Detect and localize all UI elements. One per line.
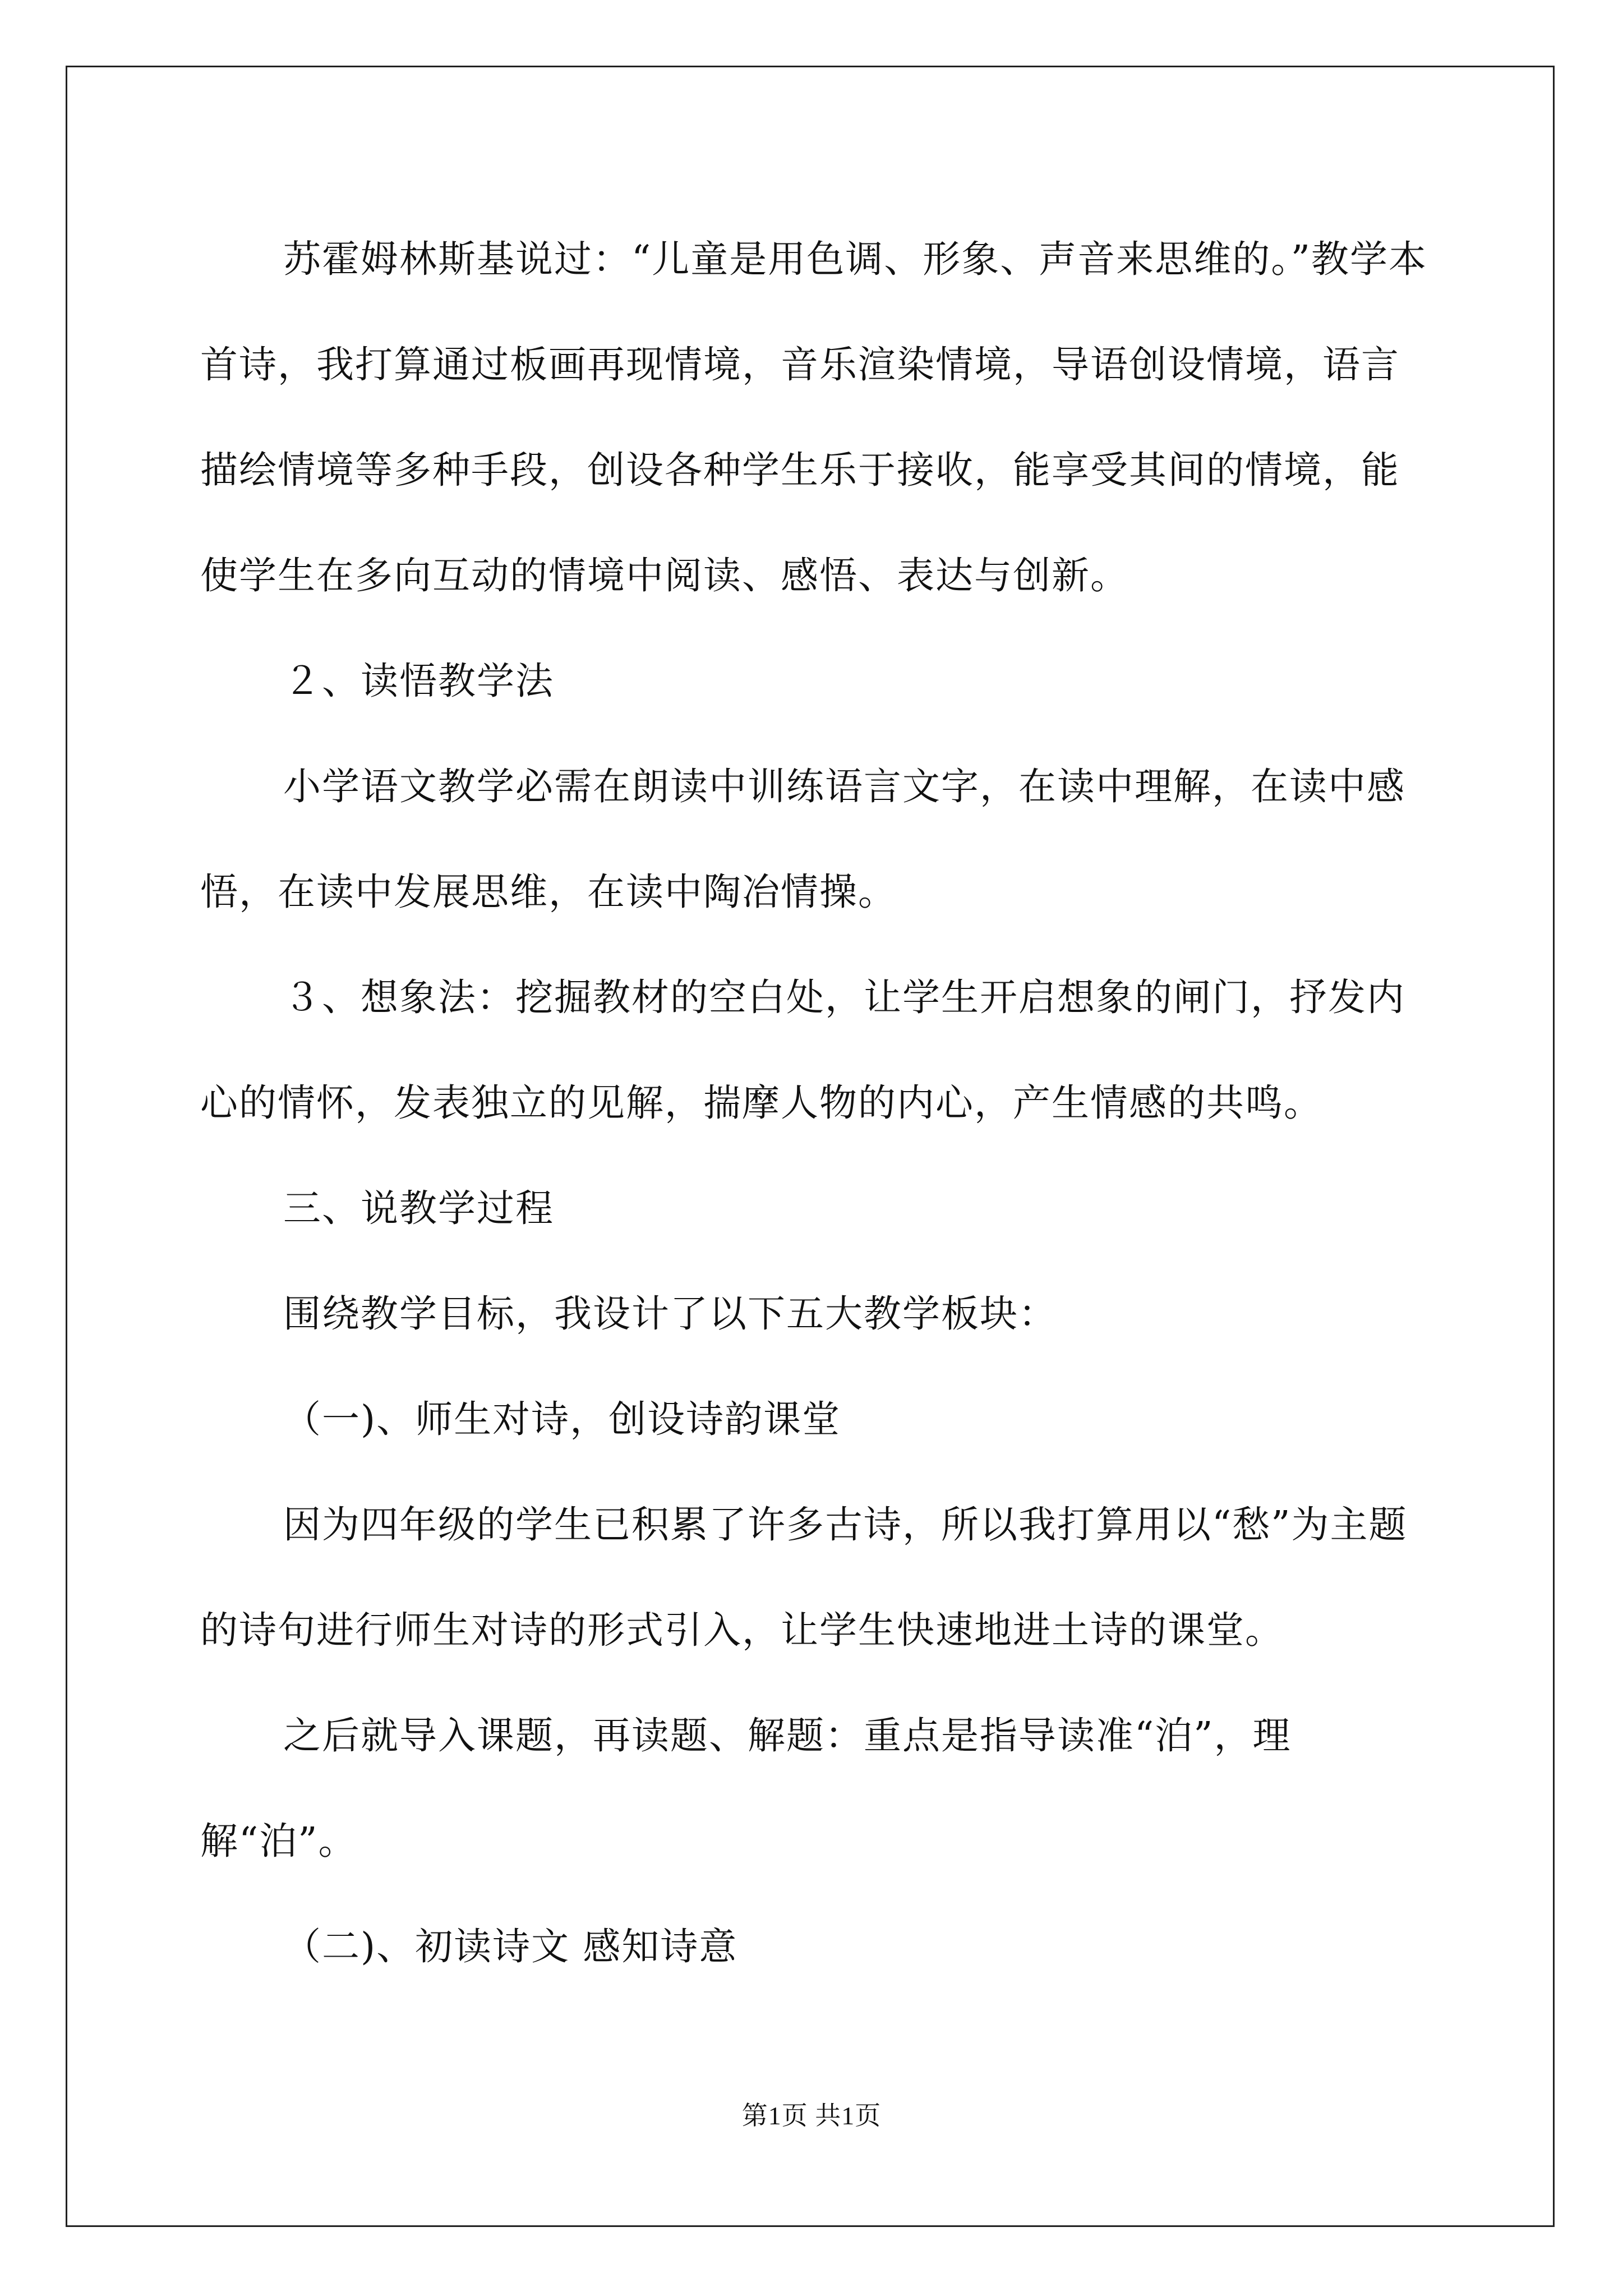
paragraph-3: ３、想象法：挖掘教材的空白处，让学生开启想象的闸门，抒发内心的情怀，发表独立的见解，揣摩人物的内心，产生情感的共鸣。 <box>200 976 1405 1125</box>
subheading-reading-method: ２、读悟教学法 <box>283 659 554 703</box>
paragraph-5: 因为四年级的学生已积累了许多古诗，所以我打算用以“愁”为主题的诗句进行师生对诗的形式引入，让学生快速地进土诗的课堂。 <box>200 1503 1408 1652</box>
page-number-footer: 第1页 共1页 <box>741 2101 882 2130</box>
paragraph-6: 之后就导入课题，再读题、解题：重点是指导读准“泊”，理解“泊”。 <box>200 1714 1292 1863</box>
paragraph-1: 苏霍姆林斯基说过：“儿童是用色调、形象、声音来思维的。”教学本首诗，我打算通过板画再现情境，音乐渲染情境，导语创设情境，语言描绘情境等多种手段，创设各种学生乐于接收，能享受其间的情境，能使学生在多向互动的情境中阅读、感悟、表达与创新。 <box>200 237 1428 597</box>
paragraph-4: 围绕教学目标，我设计了以下五大教学板块： <box>283 1292 1057 1336</box>
paragraph-2: 小学语文教学必需在朗读中训练语言文字，在读中理解，在读中感悟，在读中发展思维，在读中陶冶情操。 <box>200 765 1405 914</box>
document-body <box>200 206 1434 1999</box>
section-heading-teaching-process: 三、说教学过程 <box>283 1186 554 1230</box>
subheading-part-one: （一)、师生对诗，创设诗韵课堂 <box>283 1397 841 1441</box>
subheading-part-two: （二)、初读诗文 感知诗意 <box>283 1925 738 1968</box>
